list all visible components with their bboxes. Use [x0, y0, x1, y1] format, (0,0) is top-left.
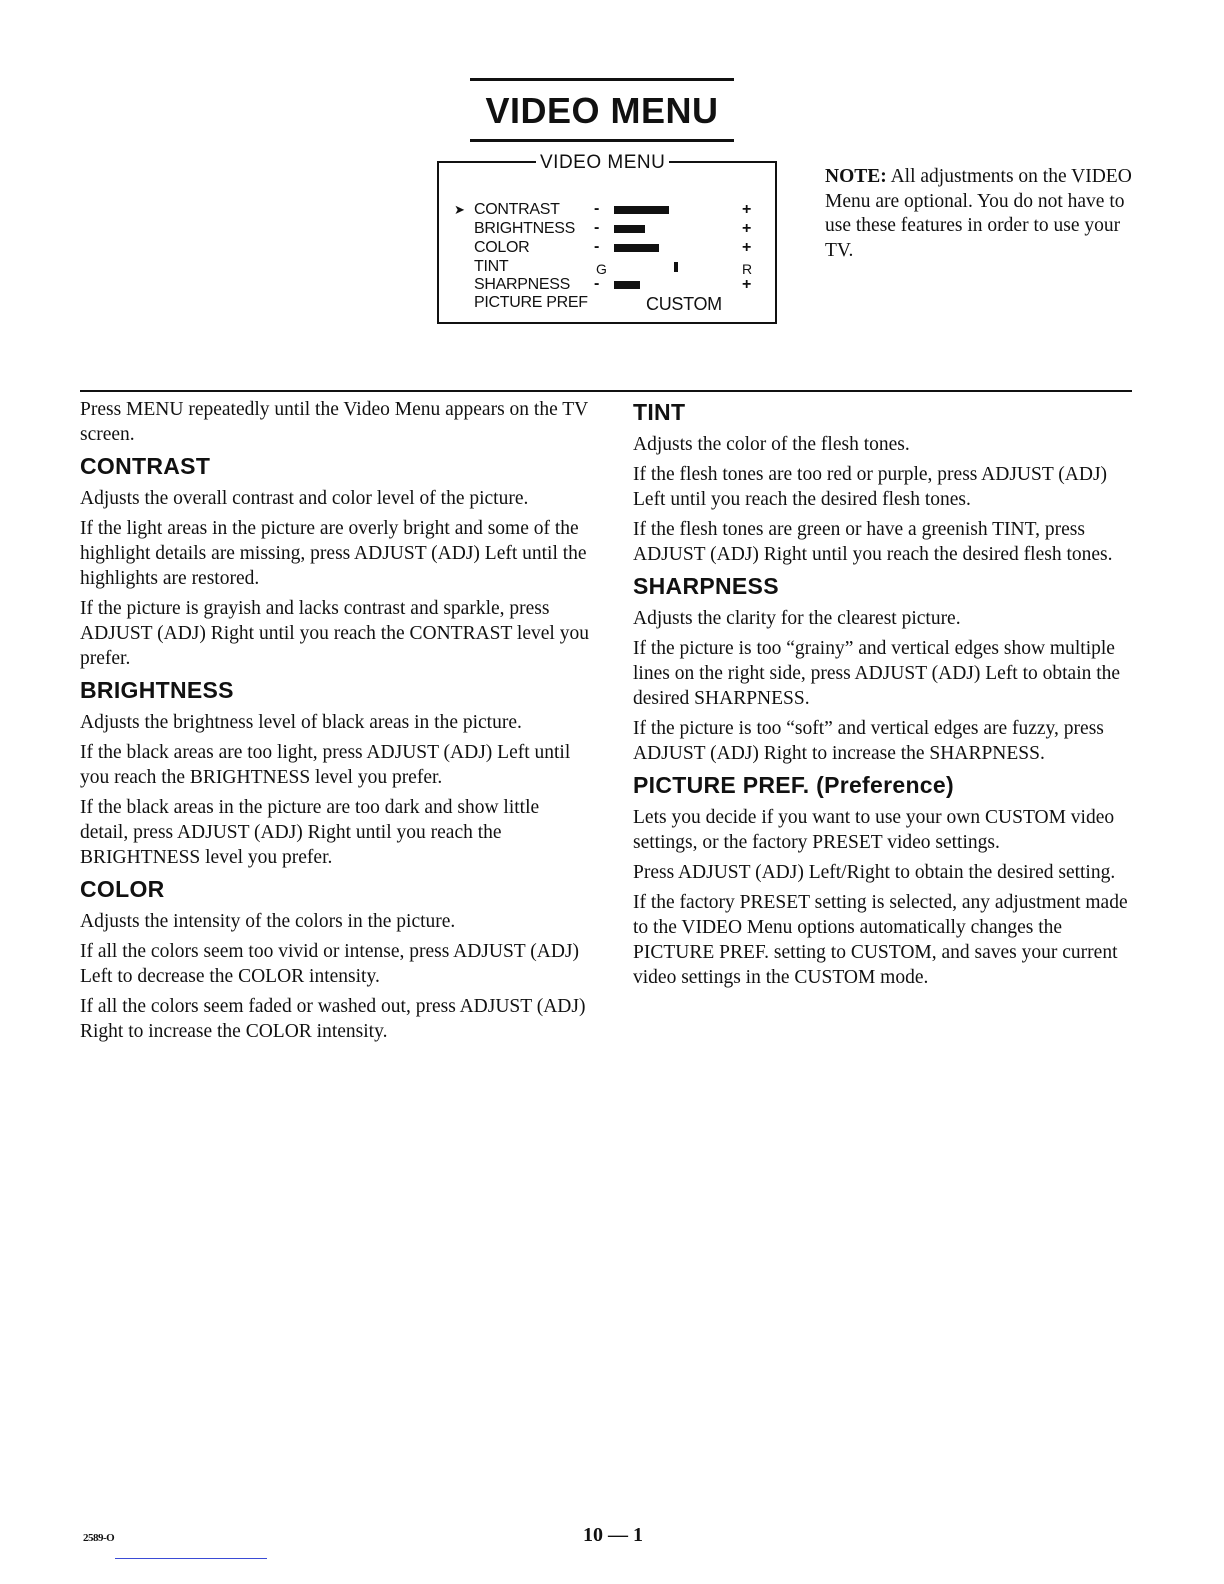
brightness-p3: If the black areas in the picture are too dark and show little detail, press ADJUST (ADJ) Right until you reach the BRIGHTNESS level you prefer.: [80, 797, 540, 868]
sharpness-p1: Adjusts the clarity for the clearest picture.: [633, 608, 961, 629]
sharpness-p2: If the picture is too “grainy” and vertical edges show multiple lines on the right side, press ADJUST (ADJ) Left to obtain the desired SHARPNESS.: [633, 638, 1121, 709]
sharpness-p3: If the picture is too “soft” and vertical edges are fuzzy, press ADJUST (ADJ) Right to increase the SHARPNESS.: [633, 718, 1104, 764]
note-label: NOTE:: [825, 166, 887, 187]
level-bar: [614, 225, 645, 233]
note: [825, 165, 1145, 263]
page-title: VIDEO MENU: [485, 90, 719, 131]
color-p1: Adjusts the intensity of the colors in the picture.: [80, 911, 456, 932]
tint-indicator: [674, 262, 678, 272]
picture-pref-p2: Press ADJUST (ADJ) Left/Right to obtain the desired setting.: [633, 862, 1116, 883]
plus-sign: +: [742, 201, 752, 218]
tint-red-label: R: [742, 261, 752, 277]
menu-row-label: SHARPNESS: [474, 276, 570, 293]
menu-row-label: BRIGHTNESS: [474, 220, 576, 237]
title-rule-bottom: [470, 139, 734, 142]
plus-sign: +: [742, 239, 752, 256]
intro-text: Press MENU repeatedly until the Video Menu appears on the TV screen.: [80, 399, 588, 445]
plus-sign: +: [742, 220, 752, 237]
minus-sign: -: [594, 238, 600, 255]
menu-row-label: TINT: [474, 258, 509, 275]
left-column: [80, 397, 590, 1049]
picture-pref-heading: PICTURE PREF. (Preference): [633, 772, 954, 798]
color-heading: COLOR: [80, 876, 165, 902]
minus-sign: -: [594, 275, 600, 292]
note-text: All adjustments on the VIDEO Menu are optional. You do not have to use these features in order to use your TV.: [825, 166, 1132, 261]
footer-rule: [115, 1558, 267, 1559]
minus-sign: -: [594, 200, 600, 217]
minus-sign: -: [594, 219, 600, 236]
tint-p2: If the flesh tones are too red or purple, press ADJUST (ADJ) Left until you reach the desired flesh tones.: [633, 464, 1108, 510]
tint-green-label: G: [596, 261, 607, 277]
picture-pref-p3: If the factory PRESET setting is selected, any adjustment made to the VIDEO Menu options automatically changes the PICTURE PREF. setting to CUSTOM, and saves your current video settings in the CUSTOM mode.: [633, 892, 1128, 988]
menu-row-label: COLOR: [474, 239, 530, 256]
brightness-p1: Adjusts the brightness level of black areas in the picture.: [80, 712, 522, 733]
section-divider: [80, 390, 1132, 392]
sharpness-heading: SHARPNESS: [633, 573, 779, 599]
level-bar: [614, 244, 659, 252]
document-code: 2589-O: [83, 1532, 115, 1544]
menu-row-label: PICTURE PREF: [474, 294, 588, 311]
contrast-p3: If the picture is grayish and lacks contrast and sparkle, press ADJUST (ADJ) Right until you reach the CONTRAST level you prefer.: [80, 598, 589, 669]
selector-arrow-icon: ➤: [454, 203, 465, 218]
right-column: [633, 397, 1133, 995]
color-p2: If all the colors seem too vivid or intense, press ADJUST (ADJ) Left to decrease the COLOR intensity.: [80, 941, 579, 987]
brightness-p2: If the black areas are too light, press ADJUST (ADJ) Left until you reach the BRIGHTNESS level you prefer.: [80, 742, 571, 788]
tint-p3: If the flesh tones are green or have a greenish TINT, press ADJUST (ADJ) Right until you reach the desired flesh tones.: [633, 519, 1113, 565]
title-rule-top: [470, 78, 734, 81]
contrast-heading: CONTRAST: [80, 453, 211, 479]
picture-pref-value: CUSTOM: [646, 294, 722, 314]
contrast-p2: If the light areas in the picture are overly bright and some of the highlight details are missing, press ADJUST (ADJ) Left until the highlights are restored.: [80, 518, 587, 589]
menu-row-label: CONTRAST: [474, 201, 560, 218]
page-number: 10 — 1: [583, 1524, 643, 1546]
level-bar: [614, 206, 669, 214]
tint-p1: Adjusts the color of the flesh tones.: [633, 434, 910, 455]
plus-sign: +: [742, 276, 752, 293]
brightness-heading: BRIGHTNESS: [80, 677, 234, 703]
video-menu-screen-title: VIDEO MENU: [536, 152, 669, 174]
level-bar: [614, 281, 640, 289]
picture-pref-p1: Lets you decide if you want to use your own CUSTOM video settings, or the factory PRESET video settings.: [633, 807, 1115, 853]
contrast-p1: Adjusts the overall contrast and color level of the picture.: [80, 488, 529, 509]
color-p3: If all the colors seem faded or washed out, press ADJUST (ADJ) Right to increase the COLOR intensity.: [80, 996, 586, 1042]
tint-heading: TINT: [633, 399, 686, 425]
